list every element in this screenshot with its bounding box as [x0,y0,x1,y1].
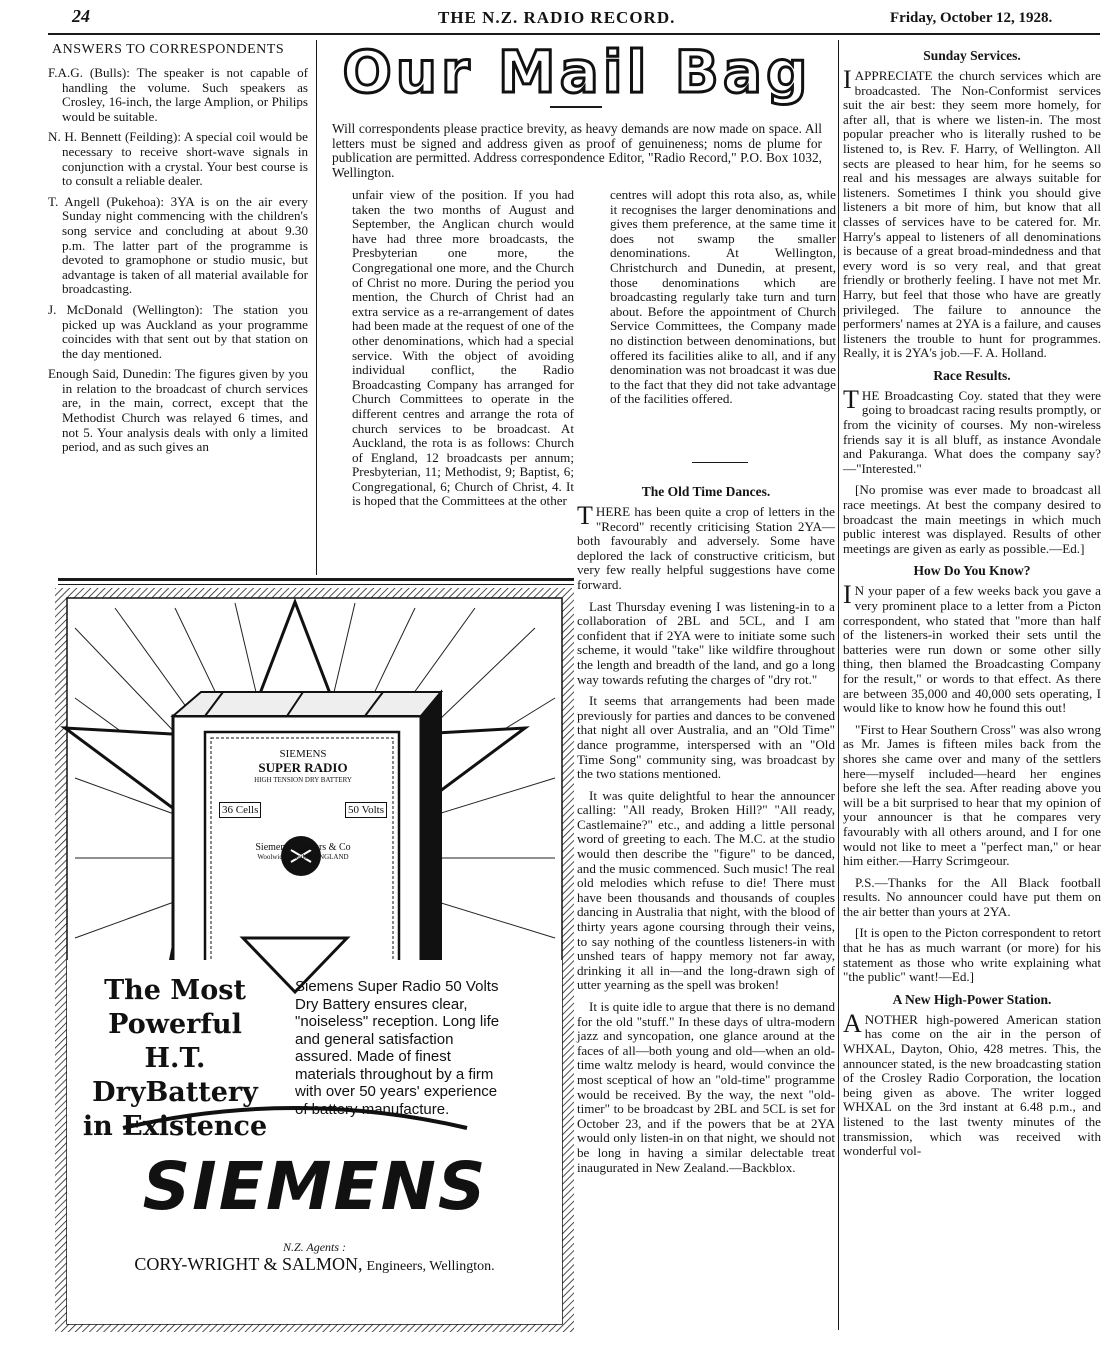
know-reply: [It is open to the Picton correspondent to retort that he has as much warrant (or more) for his statement as those who write explaining what "the public" want!—Ed.] [843,925,1101,985]
answer-item: Enough Said, Dunedin: The figures given by you in relation to the broadcast of church services are, in the main, correct, except that the Methodist Church was relayed 6 times, and not 5. Your analysis deals with only a limited period, and as such gives an [48,366,308,455]
agents-tail: Engineers, Wellington. [366,1259,495,1274]
section-rule [692,462,748,463]
dropcap: I [843,580,852,610]
title-rule [550,106,602,108]
page-number: 24 [72,6,90,26]
answer-item: F.A.G. (Bulls): The speaker is not capable of handling the volume. Such speakers as Crosley, 16-inch, the large Amplion, or Philips would be suitable. [48,65,308,124]
old-time-body: THERE has been quite a crop of letters in the "Record" recently criticising Station 2YA—both favourably and adversely. Some have deplored the lack of constructive criticism, but very few really helpful suggestions have come forward. Last Thursday evening I was listening-in to a collaboration of 2BL and 5CL, and I am confident that if 2YA were to initiate some such scheme, it would "take" like wildfire throughout the length and breadth of the land, and go a long way towards refuting the charges of "dry rot." It seems that arrangements had been made previously for parties and dances to be convened that night all over Australia, and an "Old Time" dance programme, interspersed with an "Old Time Song" community sing, was broadcast by the two stations mentioned. It was quite delightful to hear the announcer calling: "All ready, Broken Hill?" "All ready, Castlemaine?" etc., and adding a little personal word of greeting to each. The M.C. at the studio would then describe the "figure" to be danced, and the music commenced. Such music! The real old melodies which refuse to die! There must have been thousands and thousands of couples dancing in Australia that night, with the blood of thirty years agone coursing through their veins, to say nothing of the countless listeners-in with unshed tears of happy memory not far away, drinking it all in—and the long-drawn sigh of utter yearning as the spell was broken! It is quite idle to argue that there is no demand for the old "stuff." In these days of ultra-modern jazz and syncopation, one glance around at the faces of all—both young and old—when an old-time waltz melody is heard, would convince the most sceptical of how an "old-time" programme would be received. By the way, the next "old-timer" to be broadcast by 2BL and 5CL is set for October 23, and if the powers that be at 2YA would only listen-in on that night, we should not be long in having a similar delectable treat inaugurated in New Zealand.—Backblox. [577,501,835,1175]
siemens-advert [55,588,574,1332]
advert-top-rule [58,578,574,581]
race-heading: Race Results. [933,367,1011,383]
label-sub: HIGH TENSION DRY BATTERY [254,776,352,784]
answers-list [48,66,308,461]
advert-copy: Siemens Super Radio 50 Volts Dry Battery ensures clear, "noiseless" reception. Long life and general satisfaction assured. Made of finest materials throughout by a firm with over 50 years' experience of battery manufacture. [295,978,500,1118]
label-company: Siemens Brothers & Co [255,842,351,853]
station-heading: A New High-Power Station. [892,991,1052,1007]
advert-headline: The Most Powerful H.T. DryBattery in Existence [82,975,268,1142]
label-cells: 36 Cells [219,802,261,818]
battery-label [213,740,393,861]
label-volts: 50 Volts [345,802,387,818]
dropcap: I [843,65,852,94]
know-heading: How Do You Know? [913,563,1031,579]
know-text: N your paper of a few weeks back you gave a very prominent place to a letter from a Picton correspondent, who stated that "more than half of the listeners-in worked their sets until the batteries were run down or some other silly thing, then blamed the Broadcasting Company for the result," or words to that effect. As there are between 35,000 and 40,000 sets operating, I would like to know how he found this out! [843,583,1101,716]
column-rule [316,40,317,575]
label-maker: SIEMENS [279,748,327,760]
dropcap: T [843,384,859,414]
know-p2: "First to Hear Southern Cross" was also wrong as Mr. James is fifteen miles back from the shores she came over and many of the settlers here—myself included—heard her engines before she left the sea. After reading above you will be a bit surprised to hear that my opinion of your announcer is that he compares very favourably with all others around, and I for one would not like to meet a "perfect man," or hear him either.—Harry Scrimgeour. [843,721,1101,869]
race-text: HE Broadcasting Coy. stated that they were going to broadcast racing results promptly, or from the vicinity of courses. My non-wireless friends say it is all bluff, as instance Avondale and Pakuranga. What does the company say?—"Interested." [843,387,1101,476]
issue-date: Friday, October 12, 1928. [890,10,1053,26]
sunday-heading: Sunday Services. [923,48,1021,63]
header-rule [48,33,1100,35]
station-text: NOTHER high-powered American station has come on the air in the person of WHXAL, Dayton, Ohio, 428 metres. This, the announcer stated, is the new broadcasting station of the Crosley Radio Corporation, the location being given as above. The writer logged WHXAL on the 3rd instant at 6.48 p.m., and listened to the last twenty minutes of the transmission, which was received with wonderful vol- [843,1011,1101,1159]
mailbag-title: Our Mail Bag [342,38,812,106]
agents-label: N.Z. Agents : [282,1240,347,1254]
siemens-logo: SIEMENS [142,1148,488,1225]
agents-name: CORY-WRIGHT & SALMON, [134,1254,363,1274]
know-p3: P.S.—Thanks for the All Black football results. No announcer could have put them on the air better than yours at 2YA. [843,874,1101,919]
answer-item: T. Angell (Pukehoa): 3YA is on the air every Sunday night commencing with the children's song service and concluding at about 9.30 p.m. The latter part of the programme is devoted to gramophone or studio music, but advantage is taken of all material available for broadcasting. [48,193,308,297]
church-reply-col-a: unfair view of the position. If you had taken the two months of August and September, the Anglican church would have had three more broadcasts, the Presbyterian one more, the Congregational one more, and the Church of Christ no more. During the period you mention, the Church of Christ had an extra service as a re-arrangement of dates had been made at the request of one of the other denominations, which had a special service. With the object of avoiding individual conflict, the Radio Broadcasting Company has arranged for Church Committees to operate in the different centres and arrange the rota of church services to be broadcast. At Auckland, the rota is as follows: Church of England, 12 broadcasts per annum; Presbyterian, 11; Methodist, 9; Baptist, 6; Congregational, 6; Church of Christ, 4. It is hoped that the Committees at the other [352,187,574,509]
mailbag-intro: Will correspondents please practice brevity, as heavy demands are now made on space. All letters must be signed and address given as proof of genuineness; noms de plume for publication are permitted. Address correspondence Editor, "Radio Record," P.O. Box 1032, Wellington. [332,121,822,180]
church-reply-col-b: centres will adopt this rota also, as, while it recognises the larger denominations and gives them preference, at the same time it does not swamp the smaller denominations. At Wellington, Christchurch and Dunedin, at present, those denominations which are broadcasting regularly take turn and turn about. Before the appointment of Church Service Committees, the Company made no distinction between denominations, but offered its facilities alike to all, and if any denomination was not broadcast it was due to the fact that they did not take advantage of the facilities offered. [610,187,836,407]
answers-heading: ANSWERS TO CORRESPONDENTS [52,42,285,57]
dropcap: T [577,501,593,530]
answer-item: J. McDonald (Wellington): The station you picked up was Auckland as your programme coincides with that sent out by that station on the day mentioned. [48,301,308,361]
column-rule [838,40,839,1330]
label-place: Woolwich, London, ENGLAND [257,853,349,861]
race-reply: [No promise was ever made to broadcast all race meetings. At best the company desired to broadcast the main meetings in which much public interest was displayed. Results of other meetings are given as early as possible.—Ed.] [843,482,1101,556]
agents-line [55,1254,574,1275]
sunday-text: APPRECIATE the church services which are broadcasted. The Non-Conformist services suit the air best: they seem more homely, for after all, that is where we listen-in. The most popular preacher who is literally rushed to be listened to, is Rev. F. Harry, of Wellington. All sects are pleased to hear him, for he seems so real and his messages are always suitable for listeners. Sometimes I think you should give listeners a bit more of him, but know that all classes of services have to be catered for. Mr. Harry's appeal to listeners of all denominations is because of a great broad-mindedness and that every word is so very real, and that great friendly or brotherly feeling. I have not met Mr. Harry, but feel that those who have are greatly privileged. The failure to announce the performers' names at 2YA is a failure, and causes listeners the trouble to hunt for programmes. Really, it is 2YA's job.—F. A. Holland. [843,68,1101,361]
advert-top-rule [58,584,574,585]
publication-title: THE N.Z. RADIO RECORD. [438,8,676,27]
old-time-heading: The Old Time Dances. [641,484,771,499]
label-product: SUPER RADIO [258,760,348,775]
old-time-article [577,480,835,1182]
dropcap: A [843,1008,862,1038]
answer-item: N. H. Bennett (Feilding): A special coil would be necessary to receive short-wave signals in conjunction with a crystal. Your best course is to consult a reliable dealer. [48,129,308,189]
right-column [843,48,1101,1166]
